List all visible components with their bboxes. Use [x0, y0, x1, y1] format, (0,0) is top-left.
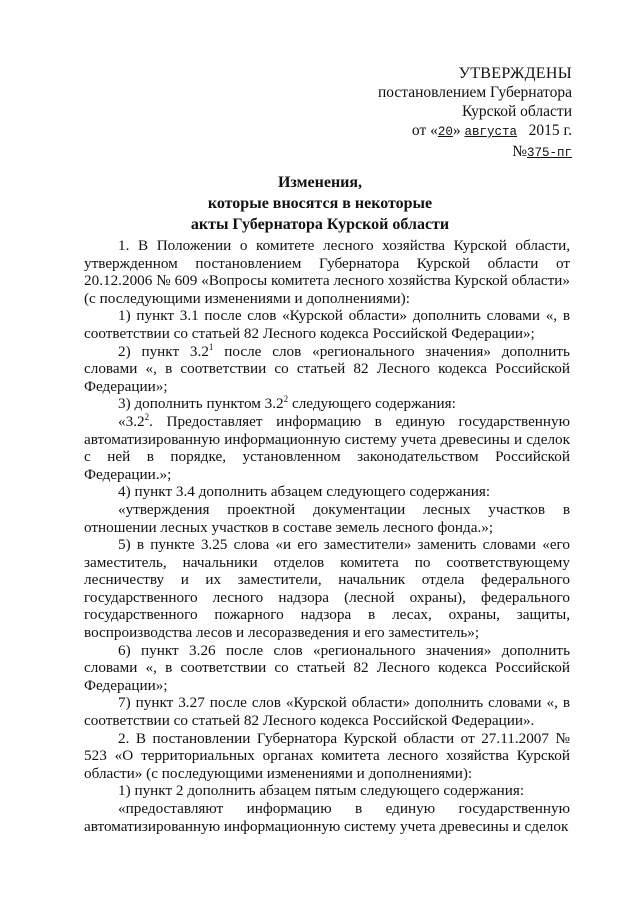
date-year: 2015 г.: [528, 122, 572, 139]
date-day: 20: [437, 125, 453, 139]
paragraph-11: 2. В постановлении Губернатора Курской области от 27.11.2007 № 523 «О территориальных органах комитета лесного хозяйства Курской области» (с последующими изменениями и дополнениями):: [84, 729, 570, 782]
paragraph-5: [84, 413, 570, 483]
approval-line-2: Курской области: [461, 103, 572, 120]
paragraph-6: 4) пункт 3.4 дополнить абзацем следующего содержания:: [118, 483, 491, 501]
paragraph-4: [84, 395, 570, 413]
paragraph-3: [84, 343, 570, 396]
paragraph-2: 1) пункт 3.1 после слов «Курской области» дополнить словами «, в соответствии со статьей 82 Лесного кодекса Российской Федерации»;: [84, 307, 570, 342]
p5-text-a: «3.2: [118, 412, 145, 430]
paragraph-13: «предоставляют информацию в единую государственную автоматизированную информационную систему учета древесины и сделок: [84, 800, 570, 835]
document-body: [84, 237, 570, 835]
date-prefix: от «: [411, 122, 438, 139]
p3-text-b: после слов «регионального значения» дополнить словами «, в соответствии со статьей 82 Лесного кодекса Российской Федерации»;: [84, 342, 570, 395]
approval-line-1: постановлением Губернатора: [377, 84, 572, 101]
paragraph-10: 7) пункт 3.27 после слов «Курской области» дополнить словами «, в соответствии со статьей 82 Лесного кодекса Российской Федерации».: [84, 694, 570, 730]
approval-number: [330, 142, 572, 163]
paragraph-8: 5) в пункте 3.25 слова «и его заместители» заменить словами «его заместитель, начальники отделов комитета по соответствующему лесничеству и их заместители, начальник отдела федерального государственного лесного надзора (лесной охраны), федерального государственного пожарного надзора в лесах, охраны, защиты, воспроизводства лесов и лесоразведения и его заместитель»;: [84, 536, 570, 642]
number-prefix: №: [512, 143, 527, 160]
p5-superscript: 2: [144, 411, 150, 422]
p5-text-b: . Предоставляет информацию в единую государственную автоматизированную информационную систему учета древесины и сделок с ней в порядке, установленном законодательством Российской Федерации.»;: [84, 412, 570, 483]
paragraph-12: 1) пункт 2 дополнить абзацем пятым следующего содержания:: [118, 782, 525, 800]
approval-heading: УТВЕРЖДЕНЫ: [458, 65, 572, 82]
title-line-2: которые вносятся в некоторые: [207, 195, 433, 212]
p4-text-b: следующего содержания:: [288, 395, 456, 413]
approval-block: [330, 64, 572, 163]
date-mid: »: [452, 122, 461, 139]
title-line-1: Изменения,: [277, 174, 363, 191]
document-title: [0, 172, 640, 235]
p4-superscript: 2: [283, 394, 289, 405]
date-month: августа: [464, 125, 518, 139]
paragraph-9: 6) пункт 3.26 после слов «регионального значения» дополнить словами «, в соответствии со статьей 82 Лесного кодекса Российской Федерации»;: [84, 641, 570, 694]
paragraph-1: 1. В Положении о комитете лесного хозяйства Курской области, утвержденном постановлением Губернатора Курской области от 20.12.2006 № 609 «Вопросы комитета лесного хозяйства Курской области» (с последующими изменениями и дополнениями):: [84, 237, 570, 307]
p3-text-a: 2) пункт 3.2: [118, 342, 209, 360]
paragraph-7: «утверждения проектной документации лесных участков в отношении лесных участков в составе земель лесного фонда.»;: [84, 500, 570, 536]
title-line-3: акты Губернатора Курской области: [190, 216, 450, 233]
number-value: 375-пг: [526, 146, 572, 160]
p4-text-a: 3) дополнить пунктом 3.2: [118, 395, 284, 413]
approval-date: [330, 121, 572, 142]
p3-superscript: 1: [208, 341, 214, 352]
